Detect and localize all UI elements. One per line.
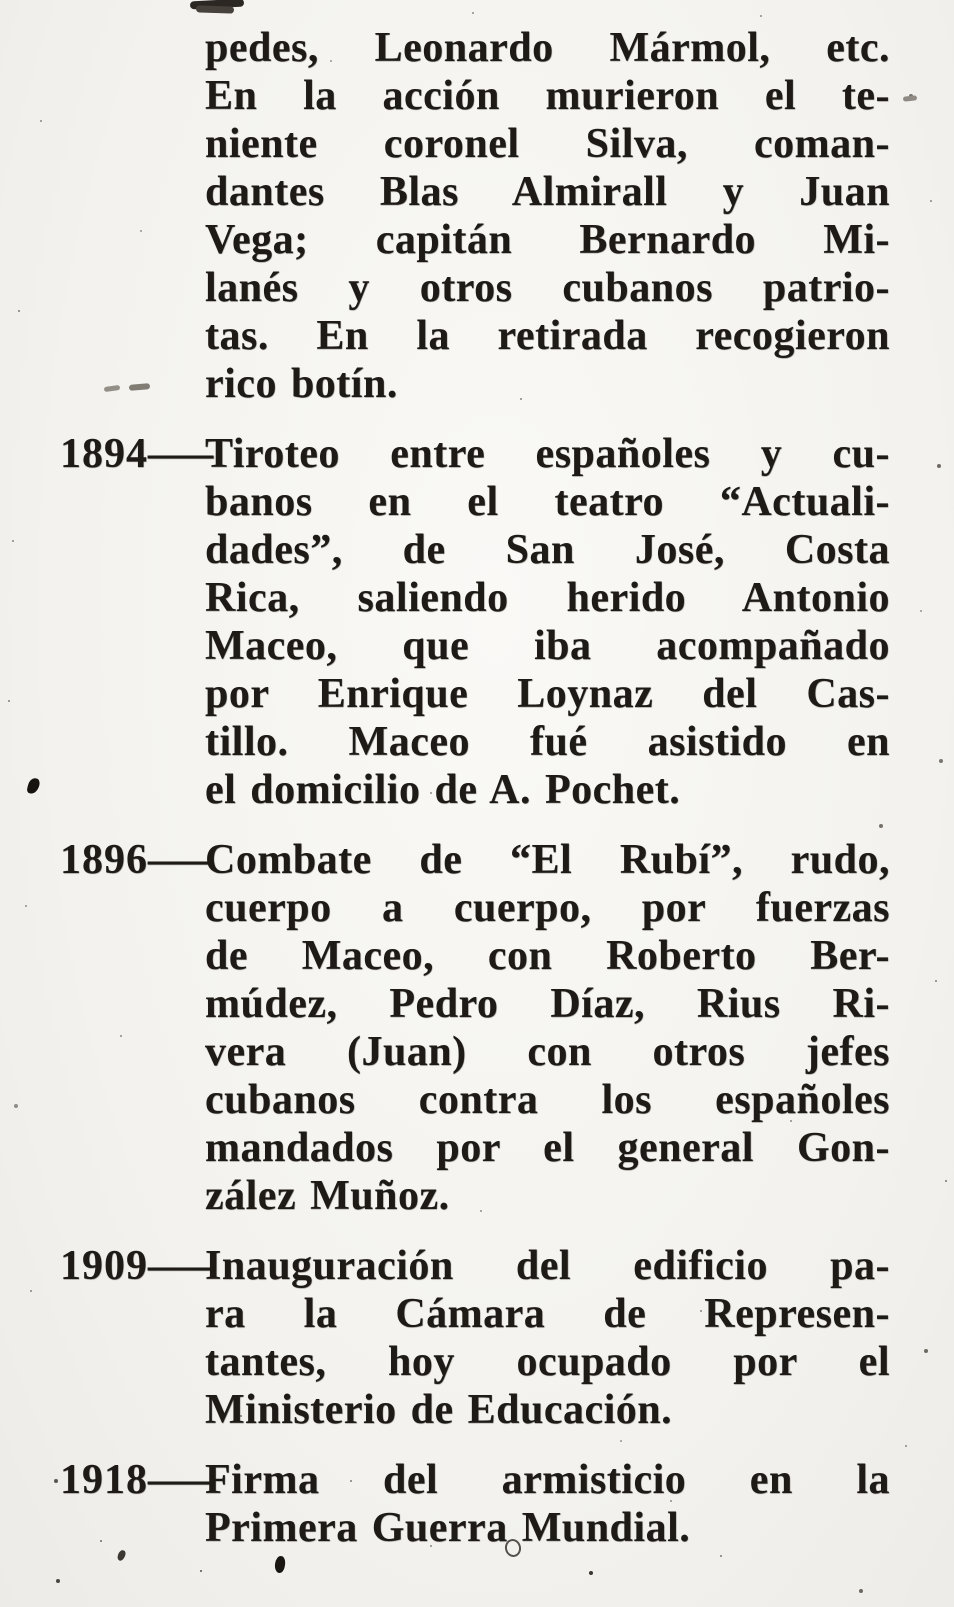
entry-year-label: 1918 (60, 1457, 148, 1503)
text-line: Tiroteo entre españoles y cu- (205, 431, 890, 477)
entry-text (205, 24, 890, 408)
entry-text (205, 1456, 890, 1552)
margin-ink-mark (903, 95, 917, 101)
year-dash: — (148, 1457, 215, 1503)
year-dash: — (148, 837, 215, 883)
text-line: Primera Guerra Mundial. (205, 1505, 691, 1551)
ink-blot-left-margin (26, 777, 41, 795)
text-line: tas. En la retirada recogieron (205, 313, 890, 359)
entry-year-label: 1909 (60, 1243, 148, 1289)
text-line: banos en el teatro “Actuali- (205, 479, 890, 525)
entry-text (205, 836, 890, 1220)
text-line: zález Muñoz. (205, 1173, 450, 1219)
text-line: En la acción murieron el te- (205, 73, 890, 119)
text-line: mandados por el general Gon- (205, 1125, 890, 1171)
timeline-entry-continued (60, 24, 890, 408)
text-line: cubanos contra los españoles (205, 1077, 890, 1123)
text-line: Vega; capitán Bernardo Mi- (205, 217, 890, 263)
text-line: pedes, Leonardo Mármol, etc. (205, 25, 890, 71)
entry-text (205, 1242, 890, 1434)
timeline-entry-1896 (60, 836, 890, 1220)
timeline-entry-1918 (60, 1456, 890, 1552)
text-line: dades”, de San José, Costa (205, 527, 890, 573)
entry-text (205, 430, 890, 814)
text-line: Maceo, que iba acompañado (205, 623, 890, 669)
text-line: Ministerio de Educación. (205, 1387, 673, 1433)
text-line: rico botín. (205, 361, 398, 407)
document-text-column (60, 24, 890, 1574)
year-dash: — (148, 1243, 215, 1289)
text-line: Rica, saliendo herido Antonio (205, 575, 890, 621)
entry-year-label: 1896 (60, 837, 148, 883)
text-line: el domicilio de A. Pochet. (205, 767, 681, 813)
timeline-entry-1909 (60, 1242, 890, 1434)
text-line: de Maceo, con Roberto Ber- (205, 933, 890, 979)
entry-year (60, 430, 215, 478)
text-line: Combate de “El Rubí”, rudo, (205, 837, 890, 883)
year-dash: — (148, 431, 215, 477)
text-line: por Enrique Loynaz del Cas- (205, 671, 890, 717)
entry-year (60, 24, 205, 72)
text-line: tillo. Maceo fué asistido en (205, 719, 890, 765)
text-line: niente coronel Silva, coman- (205, 121, 890, 167)
timeline-entry-1894 (60, 430, 890, 814)
text-line: Firma del armisticio en la (205, 1457, 890, 1503)
text-line: tantes, hoy ocupado por el (205, 1339, 890, 1385)
text-line: vera (Juan) con otros jefes (205, 1029, 890, 1075)
entry-year-label: 1894 (60, 431, 148, 477)
ink-smudge-top-2 (196, 5, 234, 13)
text-line: dantes Blas Almirall y Juan (205, 169, 890, 215)
entry-year (60, 1456, 215, 1504)
text-line: múdez, Pedro Díaz, Rius Ri- (205, 981, 890, 1027)
text-line: ra la Cámara de Represen- (205, 1291, 890, 1337)
text-line: cuerpo a cuerpo, por fuerzas (205, 885, 890, 931)
text-line: lanés y otros cubanos patrio- (205, 265, 890, 311)
text-line: Inauguración del edificio pa- (205, 1243, 890, 1289)
entry-year (60, 1242, 215, 1290)
entry-year (60, 836, 215, 884)
